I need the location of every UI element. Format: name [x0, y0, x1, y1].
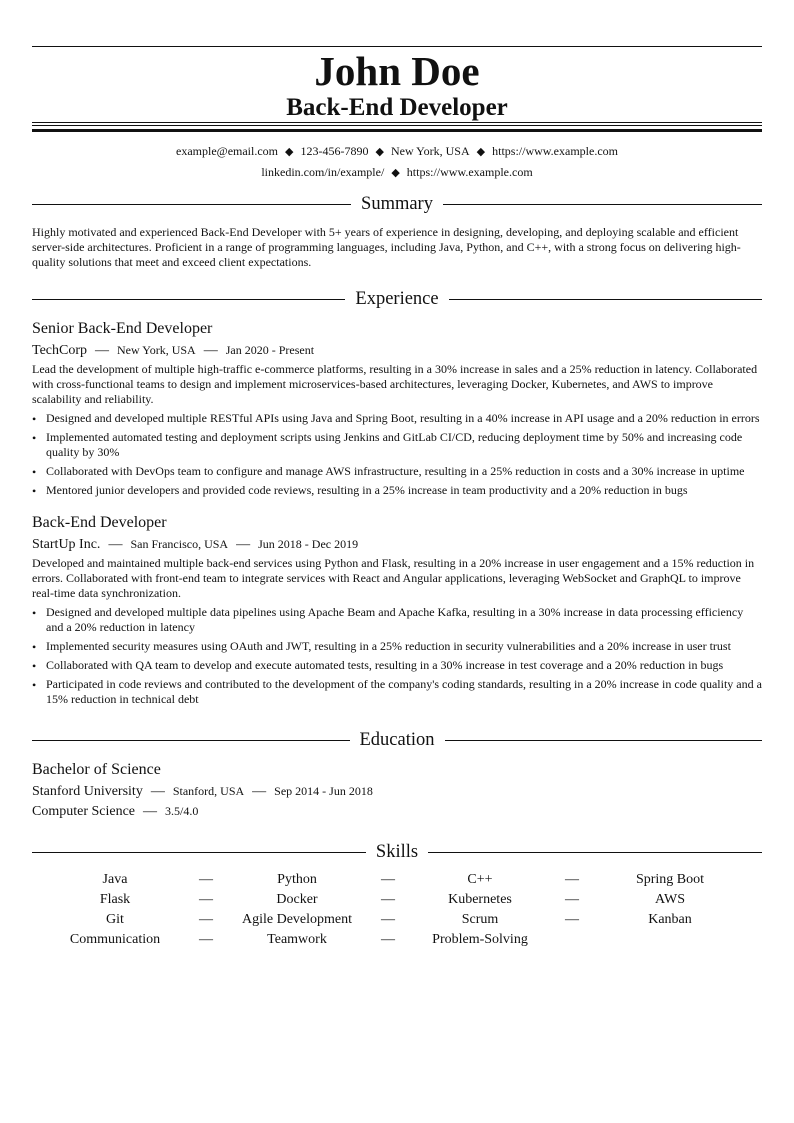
- phone-number: 123-456-7890: [300, 144, 369, 158]
- skill-item: Kubernetes: [448, 892, 512, 907]
- diamond-icon: ◆: [375, 146, 384, 158]
- skill-item: Flask: [99, 892, 131, 907]
- school-dates: Sep 2014 - Jun 2018: [274, 784, 373, 798]
- skill-separator: —: [565, 892, 579, 907]
- skill-item: Git: [106, 912, 124, 927]
- skill-item: Spring Boot: [635, 872, 705, 887]
- gpa: 3.5/4.0: [165, 804, 199, 818]
- skill-item: Kanban: [648, 912, 692, 927]
- skill-separator: —: [199, 912, 213, 927]
- job-meta: StartUp Inc. — San Francisco, USA — Jun 2018 - Dec 2019: [32, 537, 359, 552]
- list-item: • Implemented security measures using OAuth and JWT, resulting in a 25% reduction in security vulnerabilities and a 20% increase in user trust: [32, 639, 731, 654]
- skill-item: Java: [102, 872, 128, 887]
- bullet-icon: •: [32, 640, 37, 654]
- list-item: • Participated in code reviews and contributed to the development of the company's coding standards, resulting in a 20% increase in code quality and a 15% reduction in technical debt: [32, 677, 762, 706]
- header-rule: [32, 122, 762, 123]
- job-meta: TechCorp — New York, USA — Jan 2020 - Present: [32, 343, 315, 358]
- section-title: Experience: [355, 289, 439, 309]
- school-name: Stanford University: [32, 784, 143, 799]
- job-dates: Jun 2018 - Dec 2019: [258, 537, 359, 551]
- list-item: • Implemented automated testing and deployment scripts using Jenkins and GitLab CI/CD, reducing deployment time by 50% and increasing code quality by 30%: [32, 430, 743, 459]
- list-item: • Designed and developed multiple RESTful APIs using Java and Spring Boot, resulting in a 40% increase in API usage and a 20% reduction in errors: [32, 411, 760, 426]
- skill-separator: —: [565, 912, 579, 927]
- section-heading-summary: [32, 192, 762, 216]
- section-title: Skills: [375, 842, 419, 862]
- school-meta: Stanford University — Stanford, USA — Sep 2014 - Jun 2018: [32, 784, 373, 799]
- skill-item: Communication: [69, 932, 161, 947]
- candidate-title: Back-End Developer: [286, 94, 508, 121]
- list-item: • Mentored junior developers and provided code reviews, resulting in a 25% increase in team productivity and a 20% reduction in bugs: [32, 483, 688, 498]
- location: New York, USA: [390, 144, 470, 158]
- diamond-icon: ◆: [391, 167, 400, 179]
- bullet-icon: •: [32, 412, 37, 426]
- contact-line-2: [32, 164, 762, 181]
- bullet-icon: •: [32, 659, 37, 673]
- job-description: Lead the development of multiple high-traffic e-commerce platforms, resulting in a 30% increase in sales and a 25% reduction in latency. Collaborated with cross-functional teams to design and implement microservices-based architectures, leveraging Docker, Kubernetes, and AWS to improve scalability and reliability.: [32, 362, 758, 406]
- candidate-name: John Doe: [314, 48, 480, 94]
- major: Computer Science: [32, 804, 136, 819]
- job-title: Back-End Developer: [32, 514, 167, 531]
- skill-item: Agile Development: [241, 912, 353, 927]
- skill-separator: —: [381, 932, 395, 947]
- summary-text: Highly motivated and experienced Back-End Developer with 5+ years of experience in designing, developing, and deploying scalable and efficient server-side architectures. Proficient in a range of programming languages, including Java, Python, and C++, with a strong focus on delivering high-quality solutions that meet and exceed client expectations.: [32, 225, 741, 269]
- job-bullets: [32, 605, 762, 711]
- skill-separator: —: [199, 892, 213, 907]
- job-bullets: [32, 411, 762, 502]
- skill-item: Teamwork: [267, 932, 327, 947]
- header-rule: [32, 125, 762, 126]
- job-location: New York, USA: [117, 343, 196, 357]
- list-item: • Collaborated with DevOps team to configure and manage AWS infrastructure, resulting in a 25% reduction in costs and a 30% increase in uptime: [32, 464, 745, 479]
- company-name: StartUp Inc.: [32, 537, 101, 552]
- header-top-rule: [32, 46, 762, 47]
- list-item: • Designed and developed multiple data pipelines using Apache Beam and Apache Kafka, resulting in a 30% increase in data processing efficiency and a 20% reduction in latency: [32, 605, 744, 634]
- major-meta: Computer Science — 3.5/4.0: [32, 804, 199, 819]
- skill-separator: —: [381, 912, 395, 927]
- linkedin-link[interactable]: linkedin.com/in/example/: [261, 165, 385, 179]
- website-link[interactable]: https://www.example.com: [406, 165, 533, 179]
- list-item: • Collaborated with QA team to develop and execute automated tests, resulting in a 30% increase in test coverage and a 20% reduction in bugs: [32, 658, 724, 673]
- skill-item: Python: [277, 872, 317, 887]
- skill-item: AWS: [655, 892, 685, 907]
- skill-separator: —: [381, 872, 395, 887]
- company-name: TechCorp: [32, 343, 88, 358]
- school-location: Stanford, USA: [172, 784, 245, 798]
- bullet-icon: •: [32, 678, 37, 692]
- job-title: Senior Back-End Developer: [32, 320, 213, 337]
- skill-separator: —: [565, 872, 579, 887]
- section-heading-education: [32, 728, 762, 752]
- job-location: San Francisco, USA: [130, 537, 229, 551]
- skill-separator: —: [381, 892, 395, 907]
- job-dates: Jan 2020 - Present: [225, 343, 315, 357]
- diamond-icon: ◆: [476, 146, 486, 158]
- section-heading-skills: [32, 840, 762, 864]
- skill-item: Scrum: [461, 912, 499, 927]
- skill-separator: —: [199, 932, 213, 947]
- skill-item: C++: [467, 872, 493, 887]
- diamond-icon: ◆: [285, 146, 294, 158]
- bullet-icon: •: [32, 465, 37, 479]
- bullet-icon: •: [32, 484, 37, 498]
- skill-separator: —: [199, 872, 213, 887]
- website-link[interactable]: https://www.example.com: [492, 144, 618, 158]
- contact-line-1: [32, 143, 762, 160]
- header-rule: [32, 129, 762, 132]
- skill-item: Problem-Solving: [432, 932, 528, 947]
- bullet-icon: •: [32, 606, 37, 620]
- degree-title: Bachelor of Science: [32, 761, 161, 778]
- email-link[interactable]: example@email.com: [176, 144, 279, 158]
- section-heading-experience: [32, 287, 762, 311]
- skill-item: Docker: [276, 892, 318, 907]
- bullet-icon: •: [32, 431, 37, 445]
- job-description: Developed and maintained multiple back-end services using Python and Flask, resulting in a 20% increase in user engagement and a 15% reduction in errors. Collaborated with front-end team to integrate services with React and Angular applications, leveraging WebSocket and GraphQL to improve real-time data synchronization.: [32, 556, 755, 600]
- section-title: Education: [359, 730, 435, 750]
- section-title: Summary: [361, 194, 433, 214]
